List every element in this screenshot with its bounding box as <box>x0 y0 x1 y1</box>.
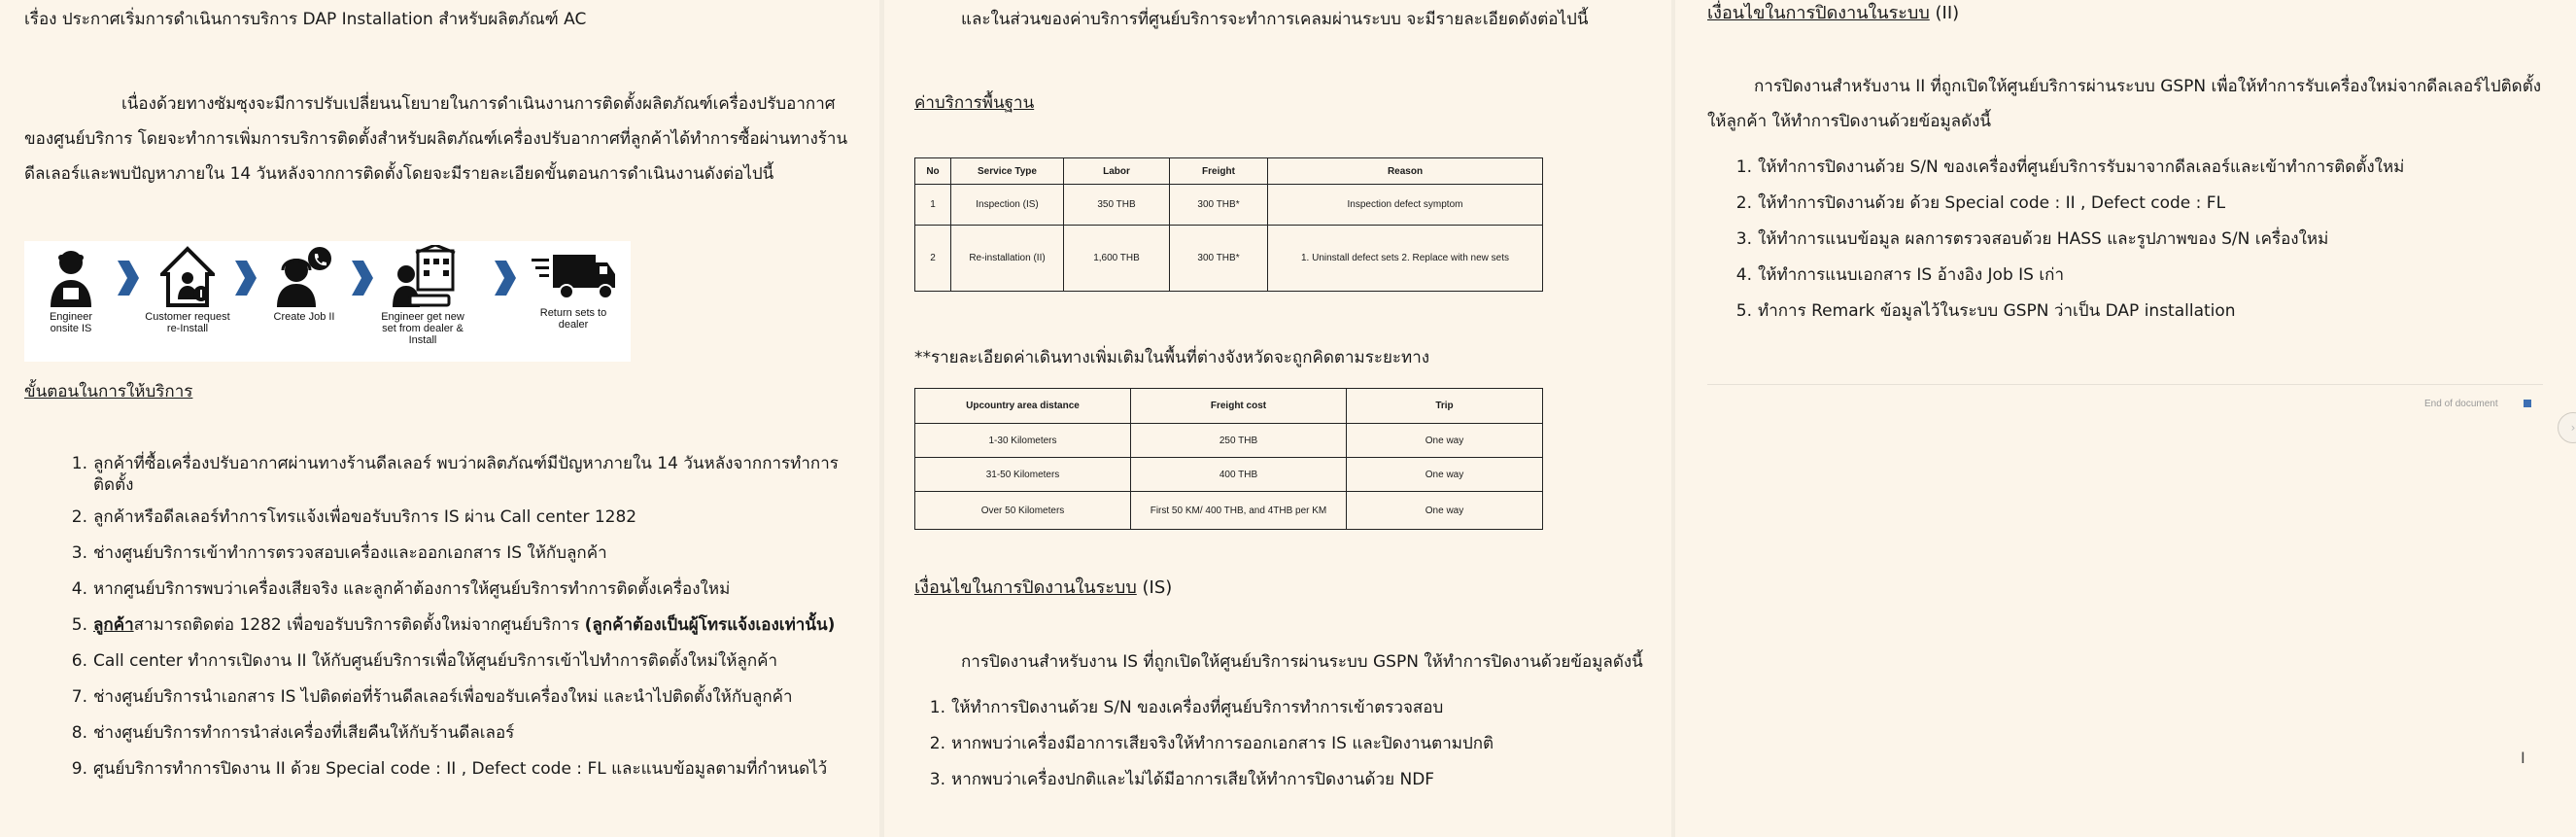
section-heading-ii: เงื่อนไขในการปิดงานในระบบ (II) <box>1707 3 1960 23</box>
travel-cost-note: **รายละเอียดค่าเดินทางเพิ่มเติมในพื้นที่ต่างจังหวัดจะถูกคิดตามระยะทาง <box>914 348 1430 367</box>
flow-step-engineer-onsite <box>24 245 118 334</box>
flow-step-create-job <box>258 245 351 323</box>
table-header-row <box>915 158 1543 185</box>
list-item: 8. ช่างศูนย์บริการทำการนำส่งเครื่องที่เสียคืนให้กับร้านดีลเลอร์ <box>71 723 515 743</box>
list-item: 3. ให้ทำการแนบข้อมูล ผลการตรวจสอบด้วย HASS และรูปภาพของ S/N เครื่องใหม่ <box>1735 229 2329 249</box>
list-item: 7. ช่างศูนย์บริการนำเอกสาร IS ไปติดต่อที่ร้านดีลเลอร์เพื่อขอรับเครื่องใหม่ และนำไปติดตั้งให้กับลูกค้า <box>71 687 793 707</box>
fee-intro-line: และในส่วนของค่าบริการที่ศูนย์บริการจะทำการเคลมผ่านระบบ จะมีรายละเอียดดังต่อไปนี้ <box>961 10 1589 29</box>
table-cell: 250 THB <box>1131 424 1347 458</box>
ii-close-intro-line-1: การปิดงานสำหรับงาน II ที่ถูกเปิดให้ศูนย์บริการผ่านระบบ GSPN เพื่อให้ทำการรับเครื่องใหม่จากดีลเลอร์ไปติดตั้ง <box>1754 77 2542 96</box>
section-heading-is: เงื่อนไขในการปิดงานในระบบ (IS) <box>914 577 1173 598</box>
column-header: Reason <box>1268 158 1543 185</box>
table-row <box>915 226 1543 292</box>
store-engineer-icon <box>389 245 457 309</box>
table-cell: 1 <box>915 185 951 226</box>
list-item: 1. ให้ทำการปิดงานด้วย S/N ของเครื่องที่ศูนย์บริการรับมาจากดีลเลอร์และเข้าทำการติดตั้งใหม่ <box>1735 157 2405 177</box>
chevron-right-icon <box>350 259 375 297</box>
delivery-truck-icon <box>530 245 617 305</box>
list-item: 2. ลูกค้าหรือดีลเลอร์ทำการโทรแจ้งเพื่อขอรับบริการ IS ผ่าน Call center 1282 <box>71 507 637 527</box>
list-item: 4. หากศูนย์บริการพบว่าเครื่องเสียจริง และลูกค้าต้องการให้ศูนย์บริการทำการติดตั้งเครื่องใหม่ <box>71 579 731 599</box>
table-cell: 1. Uninstall defect sets 2. Replace with new sets <box>1268 226 1543 292</box>
table-cell: Inspection (IS) <box>951 185 1064 226</box>
list-item: 5. ลูกค้าสามารถติดต่อ 1282 เพื่อขอรับบริการติดตั้งใหม่จากศูนย์บริการ (ลูกค้าต้องเป็นผู้โทรแจ้งเองเท่านั้น) <box>71 615 836 635</box>
table-cell: 1,600 THB <box>1064 226 1170 292</box>
table-cell: 300 THB* <box>1170 185 1268 226</box>
column-header: No <box>915 158 951 185</box>
list-item: 9. ศูนย์บริการทำการปิดงาน II ด้วย Special code : II , Defect code : FL และแนบข้อมูลตามที่กำหนดไว้ <box>71 759 828 779</box>
intro-paragraph-line-2: ของศูนย์บริการ โดยจะทำการเพิ่มการบริการติดตั้งสำหรับผลิตภัณฑ์เครื่องปรับอากาศที่ลูกค้าได้ทำการซื้อผ่านทางร้าน <box>24 129 848 149</box>
ii-close-intro-line-2: ให้ลูกค้า ให้ทำการปิดงานด้วยข้อมูลดังนี้ <box>1707 112 1992 131</box>
travel-cost-table <box>914 388 1543 530</box>
table-cell: Over 50 Kilometers <box>915 492 1131 530</box>
list-item: 2. ให้ทำการปิดงานด้วย ด้วย Special code : II , Defect code : FL <box>1735 193 2226 213</box>
flow-step-caption: Engineer onsite IS <box>49 311 93 334</box>
fee-table <box>914 157 1543 292</box>
section-heading-steps: ขั้นตอนในการให้บริการ <box>24 382 193 401</box>
list-item: 4. ให้ทำการแนบเอกสาร IS อ้างอิง Job IS เก่า <box>1735 265 2065 285</box>
table-row <box>915 458 1543 492</box>
ii-close-conditions-list <box>1733 157 2404 322</box>
section-heading-fees: ค่าบริการพื้นฐาน <box>914 93 1035 113</box>
column-header: Trip <box>1347 389 1543 424</box>
page-column-2 <box>884 0 1671 837</box>
is-close-intro: การปิดงานสำหรับงาน IS ที่ถูกเปิดให้ศูนย์บริการผ่านระบบ GSPN ให้ทำการปิดงานด้วยข้อมูลดังนี้ <box>961 652 1643 672</box>
table-header-row <box>915 389 1543 424</box>
page-column-1 <box>0 0 879 837</box>
chevron-right-icon <box>116 259 141 297</box>
list-item: 2. หากพบว่าเครื่องมีอาการเสียจริงให้ทำการออกเอกสาร IS และปิดงานตามปกติ <box>929 734 1494 753</box>
column-header: Freight <box>1170 158 1268 185</box>
end-of-document-label: End of document <box>2424 399 2498 409</box>
table-cell: Inspection defect symptom <box>1268 185 1543 226</box>
column-header: Upcountry area distance <box>915 389 1131 424</box>
process-flow-diagram <box>24 241 631 362</box>
column-header: Freight cost <box>1131 389 1347 424</box>
flow-step-caption: Create Job II <box>273 311 335 323</box>
list-item: 1. ลูกค้าที่ซื้อเครื่องปรับอากาศผ่านทางร้านดีลเลอร์ พบว่าผลิตภัณฑ์มีปัญหาภายใน 14 วันหลังจากการทำการ <box>71 454 839 473</box>
table-cell: One way <box>1347 492 1543 530</box>
chevron-right-icon <box>233 259 258 297</box>
list-item: 1. ให้ทำการปิดงานด้วย S/N ของเครื่องที่ศูนย์บริการทำการเข้าตรวจสอบ <box>929 698 1444 717</box>
table-cell: First 50 KM/ 400 THB, and 4THB per KM <box>1131 492 1347 530</box>
column-header: Labor <box>1064 158 1170 185</box>
text-cursor-icon: I <box>2521 749 2525 767</box>
list-item: 5. ทำการ Remark ข้อมูลไว้ในระบบ GSPN ว่าเป็น DAP installation <box>1735 301 2236 321</box>
flow-step-engineer-install <box>376 245 469 346</box>
intro-paragraph-line-1: เนื่องด้วยทางซัมซุงจะมีการปรับเปลี่ยนนโยบายในการดำเนินงานการติดตั้งผลิตภัณฑ์เครื่องปรับอากาศ <box>121 94 836 114</box>
table-row <box>915 185 1543 226</box>
chevron-right-icon <box>493 259 518 297</box>
table-cell: Re-installation (II) <box>951 226 1064 292</box>
list-item: 3. ช่างศูนย์บริการเข้าทำการตรวจสอบเครื่องและออกเอกสาร IS ให้กับลูกค้า <box>71 543 607 563</box>
divider <box>1707 384 2543 385</box>
table-row <box>915 492 1543 530</box>
table-cell: 300 THB* <box>1170 226 1268 292</box>
flow-step-return-sets <box>520 245 627 331</box>
list-item-continuation: ติดตั้ง <box>93 475 134 495</box>
page-column-3 <box>1675 0 2576 837</box>
scroll-handle-icon[interactable]: › <box>2558 412 2576 443</box>
flow-step-caption: Return sets to dealer <box>539 307 607 331</box>
document-title: เรื่อง ประกาศเริ่มการดำเนินการบริการ DAP Installation สำหรับผลิตภัณฑ์ AC <box>24 10 587 29</box>
service-steps-list <box>68 453 839 780</box>
list-item: 6. Call center ทำการเปิดงาน II ให้กับศูนย์บริการเพื่อให้ศูนย์บริการเข้าไปทำการติดตั้งใหม่ให้ลูกค้า <box>71 651 778 671</box>
is-close-conditions-list <box>926 697 1494 790</box>
table-cell: 1-30 Kilometers <box>915 424 1131 458</box>
flow-step-customer-request <box>141 245 234 334</box>
flow-step-caption: Customer request re-Install <box>145 311 230 334</box>
flow-step-caption: Engineer get new set from dealer & Install <box>381 311 464 346</box>
table-cell: 400 THB <box>1131 458 1347 492</box>
table-cell: 31-50 Kilometers <box>915 458 1131 492</box>
table-cell: One way <box>1347 458 1543 492</box>
list-item: 3. หากพบว่าเครื่องปกติและไม่ได้มีอาการเสียให้ทำการปิดงานด้วย NDF <box>929 770 1435 789</box>
intro-paragraph-line-3: ดีลเลอร์และพบปัญหาภายใน 14 วันหลังจากการติดตั้งโดยจะมีรายละเอียดขั้นตอนการดำเนินงานดังต่อไปนี้ <box>24 164 774 184</box>
table-cell: 350 THB <box>1064 185 1170 226</box>
house-icon <box>160 245 215 309</box>
table-cell: 2 <box>915 226 951 292</box>
call-center-icon <box>275 245 333 309</box>
table-cell: One way <box>1347 424 1543 458</box>
table-row <box>915 424 1543 458</box>
engineer-icon <box>47 245 95 309</box>
column-header: Service Type <box>951 158 1064 185</box>
end-of-document-marker-icon <box>2524 400 2531 407</box>
